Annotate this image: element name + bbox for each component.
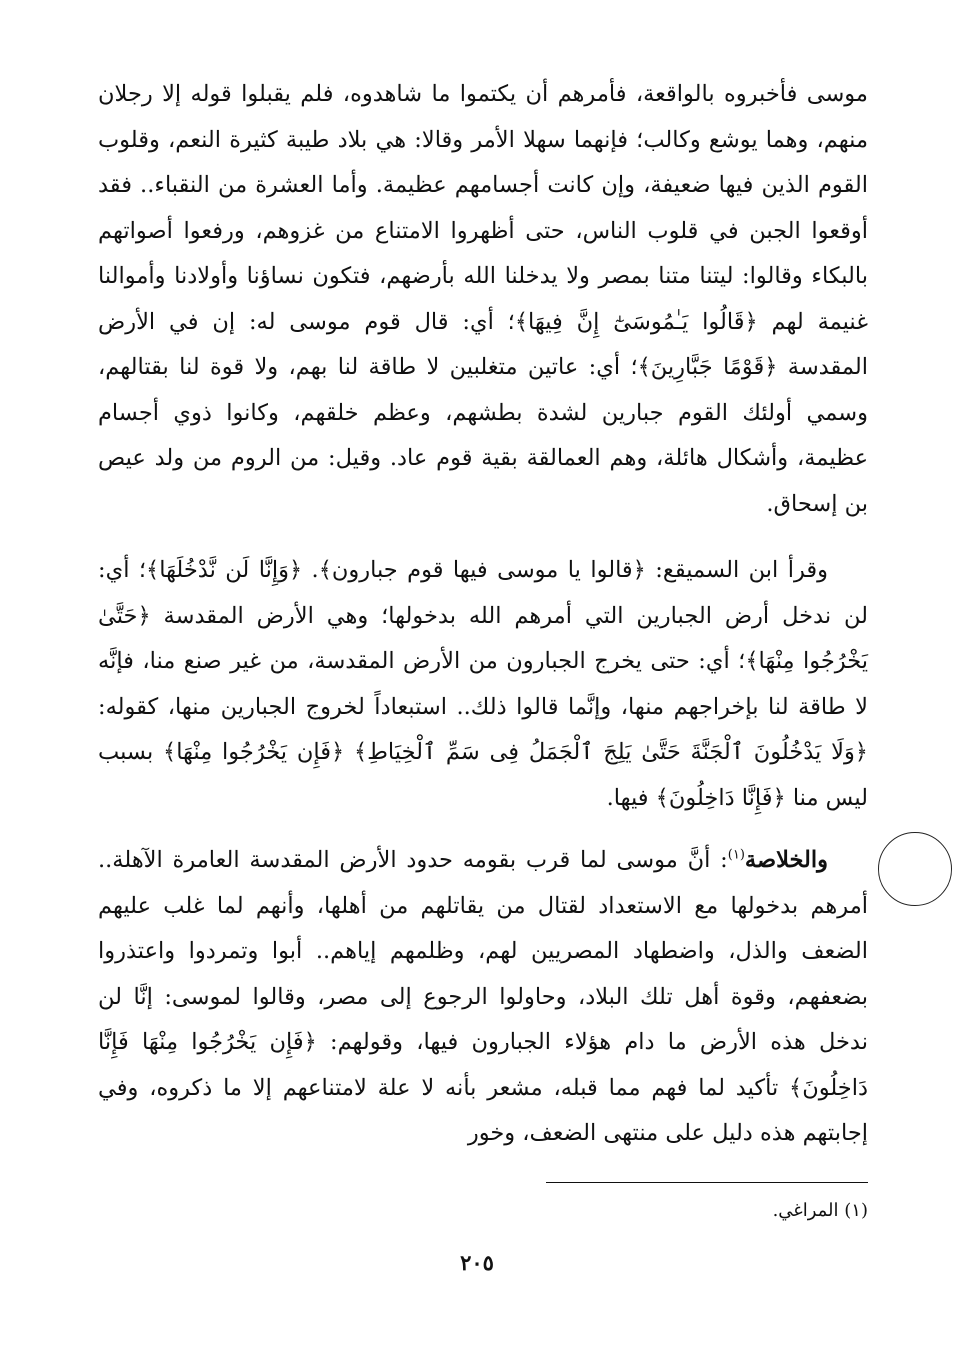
footnote-reference: (١) (727, 847, 745, 863)
footnote-separator (546, 1182, 868, 1183)
margin-circle-mark (878, 832, 952, 906)
footnote: (١) المراغي. (772, 1200, 868, 1221)
paragraph-2: وقرأ ابن السميقع: ﴿قالوا يا موسى فيها قوم جبارون﴾. ﴿وَإِنَّا لَن نَّدْخُلَهَا﴾؛ أي: لن ندخل أرض الجبارين التي أمرهم الله بدخولها؛ وهي الأرض المقدسة ﴿حَتَّىٰ يَخْرُجُوا مِنْهَا﴾؛ أي: حتى يخرج الجبارون من الأرض المقدسة، من غير صنع منا، فإنَّه لا طاقة لنا بإخراجهم منها، وإنَّما قالوا ذلك.. استبعاداً لخروج الجبارين منها، كقوله: ﴿وَلَا يَدْخُلُونَ ٱلْجَنَّةَ حَتَّىٰ يَلِجَ ٱلْجَمَلُ فِى سَمِّ ٱلْخِيَاطِ﴾ ﴿فَإِن يَخْرُجُوا مِنْهَا﴾ بسبب ليس منا ﴿فَإِنَّا دَاخِلُونَ﴾ فيها. (98, 557, 868, 811)
paragraph-1: موسى فأخبروه بالواقعة، فأمرهم أن يكتموا ما شاهدوه، فلم يقبلوا قوله إلا رجلان منهم، وهما يوشع وكالب؛ فإنهما سهلا الأمر وقالا: هي بلاد طيبة كثيرة النعم، وقلوب القوم الذين فيها ضعيفة، وإن كانت أجسامهم عظيمة. وأما العشرة من النقباء.. فقد أوقعوا الجبن في قلوب الناس، حتى أظهروا الامتناع من غزوهم، ورفعوا أصواتهم بالبكاء وقالوا: ليتنا متنا بمصر ولا يدخلنا الله بأرضهم، فتكون نساؤنا وأولادنا وأموالنا غنيمة لهم ﴿قَالُوا يَـٰمُوسَىٰٓ إِنَّ فِيهَا﴾؛ أي: قال قوم موسى له: إن في الأرض المقدسة ﴿قَوْمًا جَبَّارِينَ﴾؛ أي: عاتين متغلبين لا طاقة لنا بهم، ولا قوة لنا بقتالهم، وسمي أولئك القوم جبارين لشدة بطشهم، وعظم خلقهم، وكانوا ذوي أجسام عظيمة، وأشكال هائلة، وهم العمالقة بقية قوم عاد. وقيل: من الروم من ولد عيص بن إسحاق. (98, 81, 868, 517)
page-number: ٢٠٥ (460, 1250, 494, 1275)
summary-text: : أنَّ موسى لما قرب بقومه حدود الأرض المقدسة العامرة الآهلة.. أمرهم بدخولها مع الاستعداد لقتال من يقاتلهم من أهلها، وأنهم لما غلب عليهم الضعف والذل، واضطهاد المصريين لهم، وظلمهم إياهم.. أبوا وتمردوا واعتذروا بضعفهم، وقوة أهل تلك البلاد، وحاولوا الرجوع إلى مصر، وقالوا لموسى: إنَّا لن ندخل هذه الأرض ما دام هؤلاء الجبارون فيها، وقولهم: ﴿فَإِن يَخْرُجُوا مِنْهَا فَإِنَّا دَاخِلُونَ﴾ تأكيد لما فهم مما قبله، مشعر بأنه لا علة لامتناعهم إلا ما ذكروه، وفي إجابتهم هذه دليل على منتهى الضعف، وخور (98, 847, 868, 1146)
summary-heading: والخلاصة (744, 847, 828, 873)
paragraph-3 (98, 838, 868, 1157)
